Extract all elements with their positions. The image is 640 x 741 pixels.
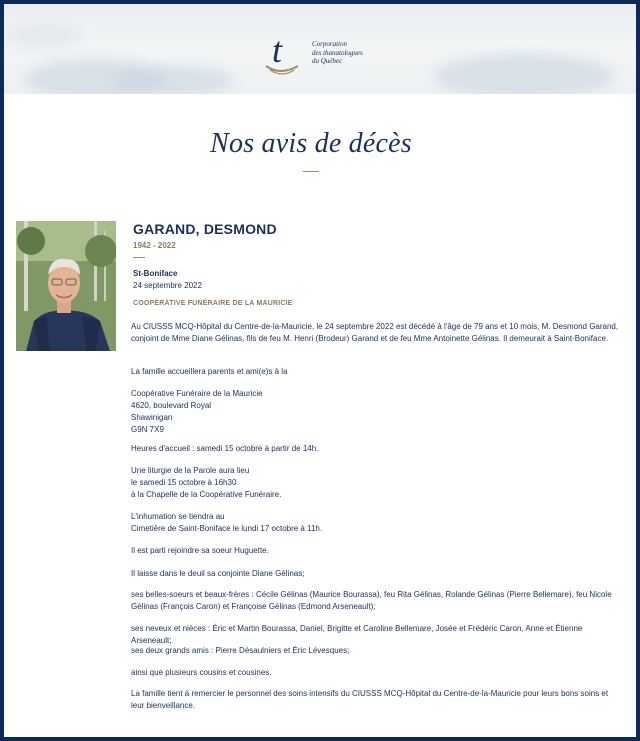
paragraph-nieces-nephews: ses neveux et nièces : Éric et Martin Bourassa, Daniel, Brigitte et Caroline Bellemare, Josée et Frédéric Caron, Anne et Étienne Arseneault; <box>131 624 583 645</box>
paragraph-friends: ses deux grands amis : Pierre Désaulniers et Éric Lévesques; <box>131 646 350 655</box>
place-label: St-Boniface <box>133 269 178 278</box>
logo-emblem-icon <box>260 26 306 78</box>
logo-mark-letter: t <box>272 30 283 70</box>
paragraph-liturgy: Une liturgie de la Parole aura lieu le samedi 15 octobre à 16h30 à la Chapelle de la Coopérative Funéraire. <box>131 466 282 499</box>
paragraph-sister: Il est parti rejoindre sa soeur Huguette. <box>131 546 269 555</box>
paragraph-thanks: La famille tient à remercier le personnel des soins intensifs du CIUSSS MCQ-Hôpital du Centre-de-la-Mauricie pour leurs bons soins et leur bienveillance. <box>131 689 609 710</box>
life-years: 1942 - 2022 <box>133 241 176 250</box>
deceased-name: GARAND, DESMOND <box>133 221 277 237</box>
logo-line-1: Corporation <box>312 40 348 48</box>
deceased-photo <box>16 221 116 351</box>
corporation-logo[interactable] <box>260 26 400 78</box>
page-title: Nos avis de décès <box>210 128 412 159</box>
paragraph-in-laws: ses belles-soeurs et beaux-frères : Cécile Gélinas (Maurice Bourassa), feu Rita Gélinas, Rolande Gélinas (Pierre Bellemare), feu Nicole Gélinas (François Caron) et Françoise Gélinas (Edmond Arseneault); <box>131 590 612 611</box>
paragraph-address: Coopérative Funéraire de la Mauricie 4620, boulevard Royal Shawinigan G9N 7X9 <box>131 389 263 434</box>
paragraph-burial: L'inhumation se tiendra au Cimetière de Saint-Boniface le lundi 17 octobre à 11h. <box>131 512 323 533</box>
paragraph-announcement: Au CIUSSS MCQ-Hôpital du Centre-de-la-Mauricie, le 24 septembre 2022 est décédé à l'âge de 79 ans et 10 mois, M. Desmond Garand, conjoint de Mme Diane Gélinas, fils de feu M. Henri (Brodeur) Garand et de feu Mme Antoinette Gélinas. Il demeurait à Saint-Boniface. <box>131 322 619 343</box>
obituary-date: 24 septembre 2022 <box>133 281 202 290</box>
name-divider <box>133 257 145 258</box>
title-divider <box>303 171 319 172</box>
logo-text <box>312 40 392 66</box>
paragraph-spouse: Il laisse dans le deuil sa conjointe Diane Gélinas; <box>131 569 305 578</box>
logo-line-3: du Québec <box>312 57 343 65</box>
header-banner <box>4 4 636 94</box>
paragraph-welcome: La famille accueillera parents et ami(e)s à la <box>131 367 288 376</box>
page-frame <box>4 4 636 737</box>
cooperative-link[interactable]: COOPÉRATIVE FUNÉRAIRE DE LA MAURICIE <box>133 300 293 307</box>
paragraph-visiting-hours: Heures d'accueil : samedi 15 octobre à partir de 14h. <box>131 444 319 453</box>
paragraph-cousins: ainsi que plusieurs cousins et cousines. <box>131 668 272 677</box>
logo-line-2: des thanatologues <box>312 48 363 57</box>
portrait-photo-icon <box>16 221 116 351</box>
